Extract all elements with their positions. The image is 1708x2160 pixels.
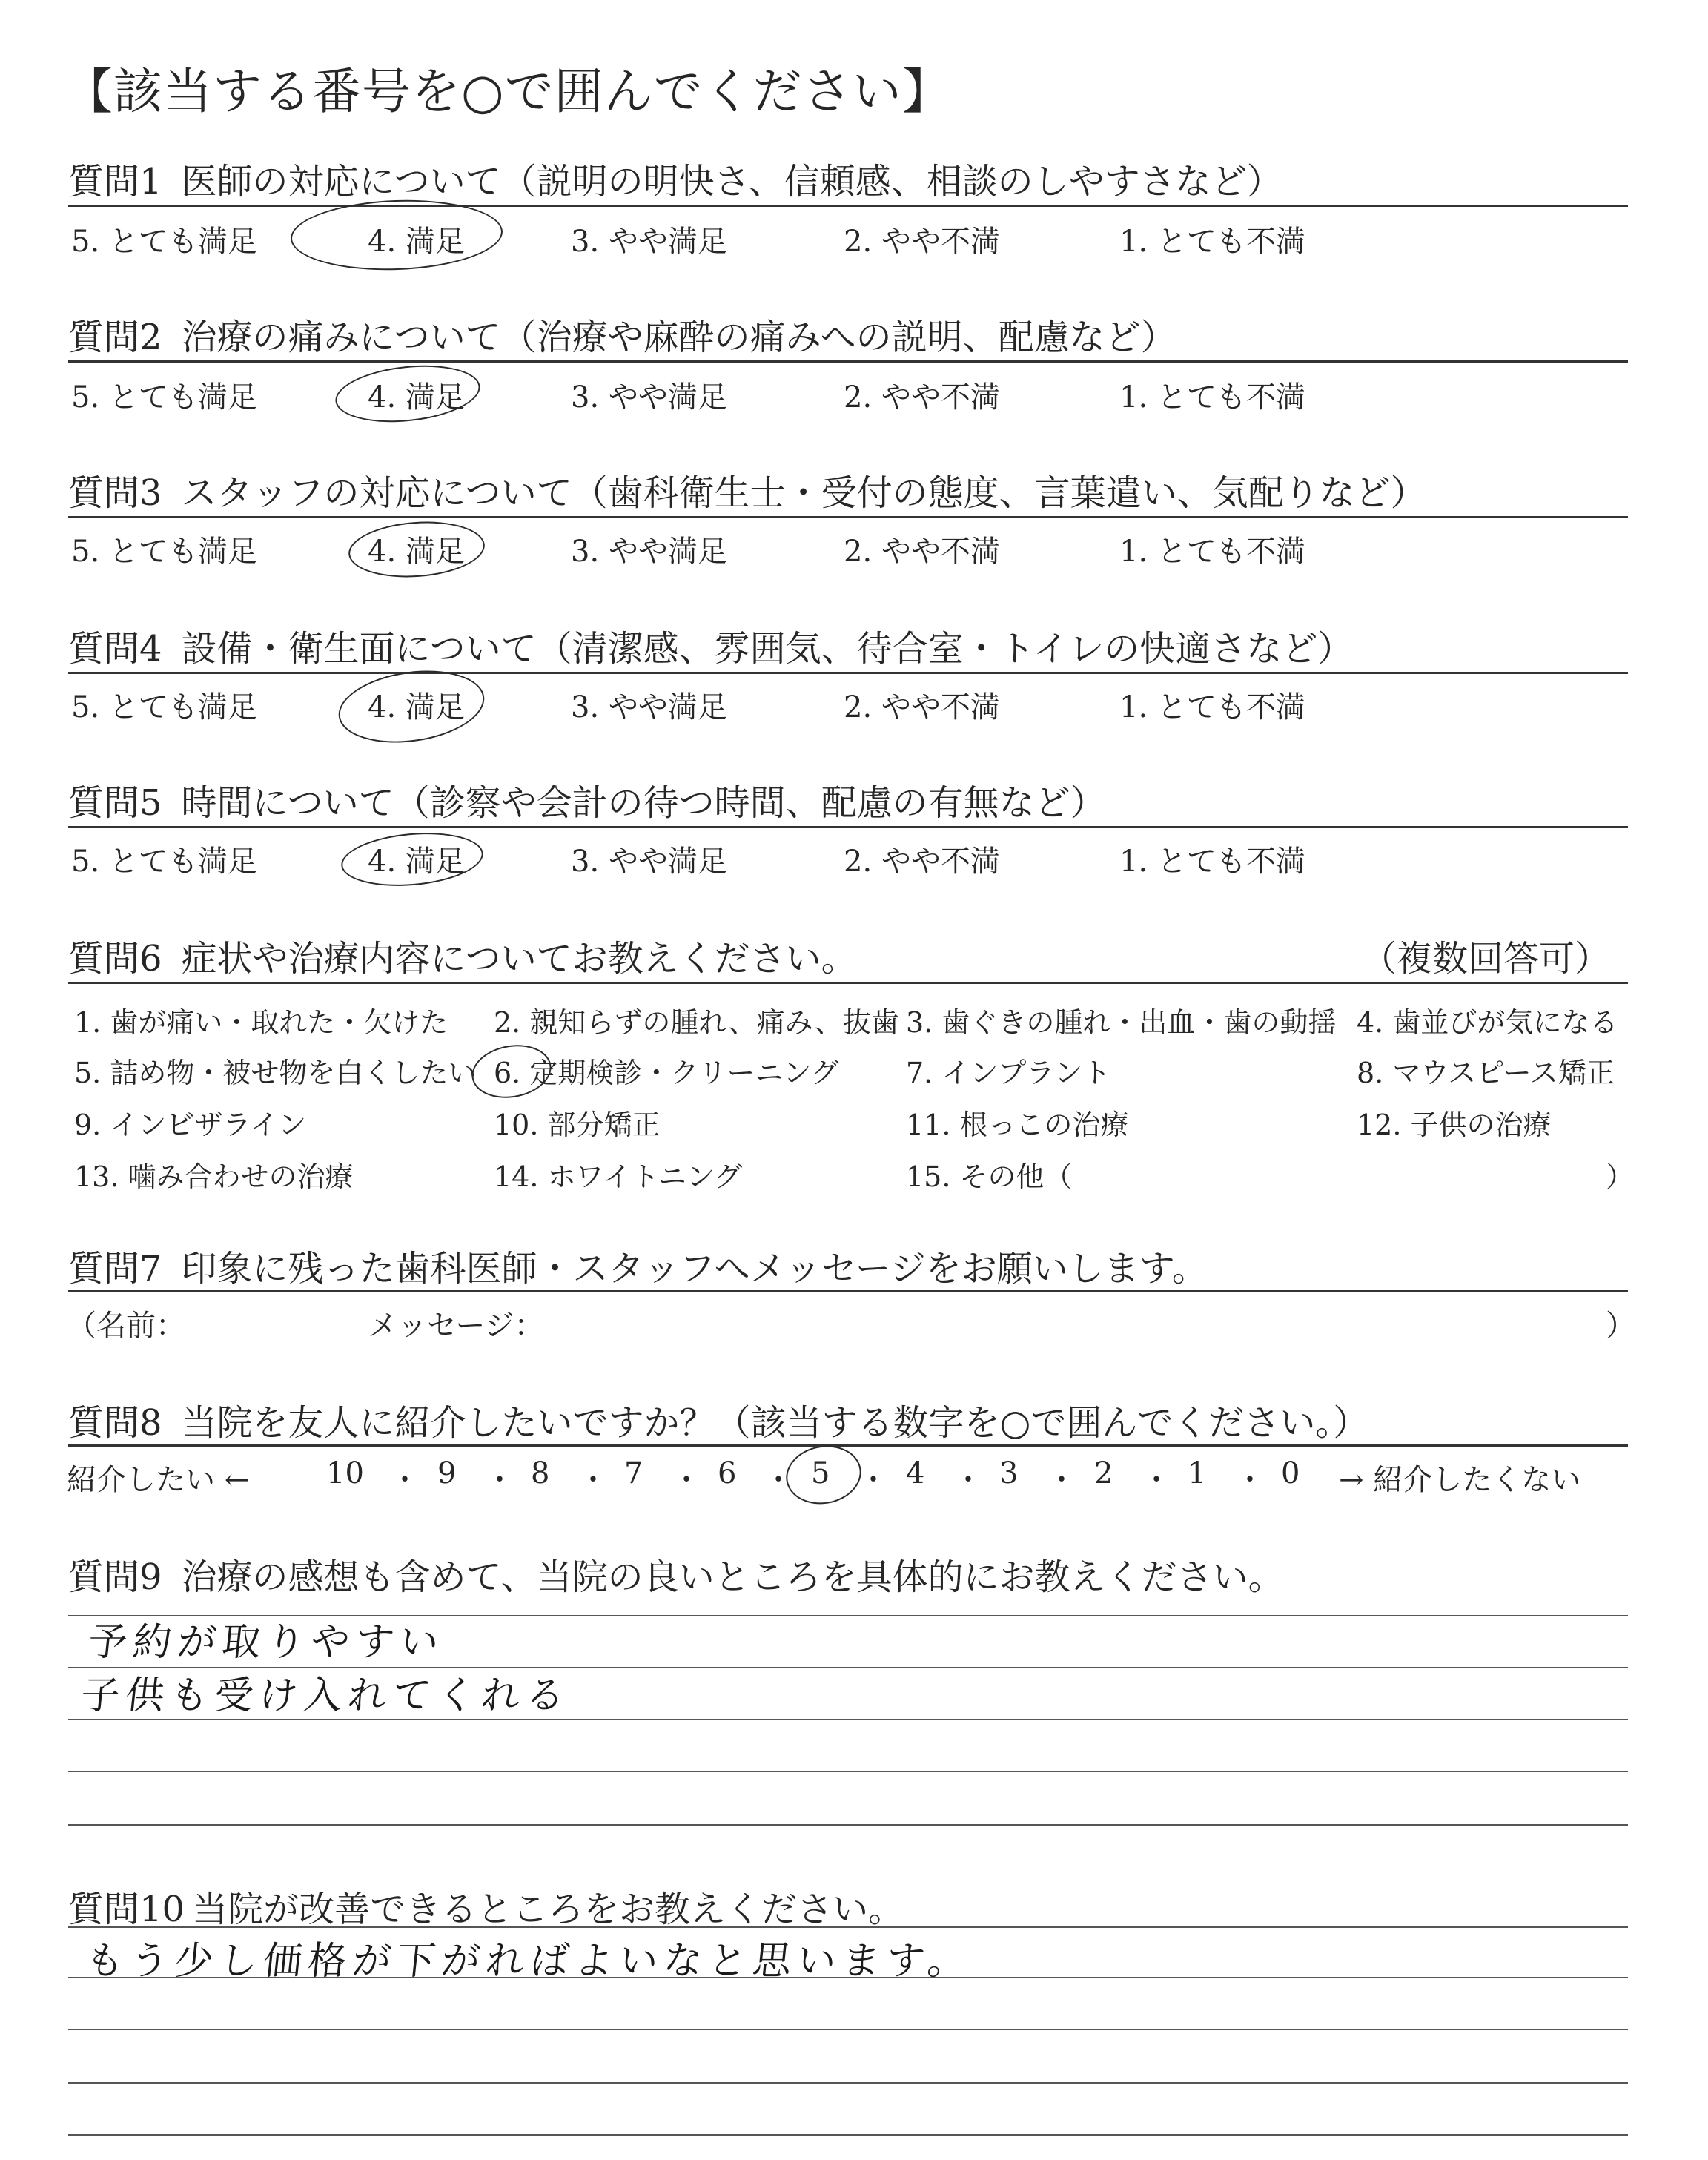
question-text: 治療の痛みについて（治療や麻酔の痛みへの説明、配慮など） <box>181 317 1176 358</box>
question-number: 質問5 <box>68 782 162 824</box>
divider <box>68 826 1628 828</box>
question-text: 印象に残った歯科医師・スタッフへメッセージをお願いします。 <box>181 1248 1208 1289</box>
question-number: 質問10 <box>68 1889 185 1930</box>
name-field-label[interactable]: （名前： <box>67 1309 185 1343</box>
question-number: 質問6 <box>68 938 162 980</box>
divider <box>68 1444 1628 1447</box>
question-2-title <box>68 308 1176 360</box>
option-very-satisfied[interactable]: 5. とても満足 <box>71 380 257 415</box>
q6-option-14[interactable]: 14. ホワイトニング <box>494 1160 743 1193</box>
scale-7[interactable]: 7 <box>624 1456 643 1490</box>
multiple-answer-note: （複数回答可） <box>1361 938 1611 980</box>
divider <box>68 516 1628 518</box>
question-10-title <box>68 1880 904 1932</box>
scale-0[interactable]: 0 <box>1281 1456 1300 1490</box>
recommend-left-label: 紹介したい ← <box>67 1463 250 1497</box>
option-somewhat-satisfied[interactable]: 3. やや満足 <box>571 845 727 879</box>
handwritten-circle-mark <box>334 662 489 752</box>
question-text: 症状や治療内容についてお教えください。 <box>181 938 857 980</box>
scale-sep: ・ <box>953 1463 983 1497</box>
question-7-title <box>68 1240 1208 1291</box>
option-somewhat-dissatisfied[interactable]: 2. やや不満 <box>844 380 1000 415</box>
option-very-dissatisfied[interactable]: 1. とても不満 <box>1119 690 1305 724</box>
answer-line <box>68 2029 1628 2030</box>
divider <box>68 1290 1628 1292</box>
q6-option-12[interactable]: 12. 子供の治療 <box>1357 1109 1552 1141</box>
scale-4[interactable]: 4 <box>906 1456 925 1490</box>
handwritten-circle-mark <box>347 518 487 582</box>
option-very-dissatisfied[interactable]: 1. とても不満 <box>1119 225 1305 259</box>
question-text: スタッフの対応について（歯科衛生士・受付の態度、言葉遣い、気配りなど） <box>181 472 1426 514</box>
scale-10[interactable]: 10 <box>326 1456 364 1490</box>
question-text: 治療の感想も含めて、当院の良いところを具体的にお教えください。 <box>181 1556 1284 1598</box>
option-very-dissatisfied[interactable]: 1. とても不満 <box>1119 535 1305 569</box>
question-number: 質問2 <box>68 317 162 358</box>
handwritten-circle-mark <box>333 359 483 429</box>
q6-close-paren: ） <box>1606 1160 1635 1193</box>
q6-option-9[interactable]: 9. インビザライン <box>74 1109 307 1141</box>
scale-3[interactable]: 3 <box>999 1456 1019 1490</box>
question-number: 質問3 <box>68 472 162 514</box>
answer-line <box>68 1771 1628 1772</box>
q6-option-7[interactable]: 7. インプラント <box>906 1057 1111 1089</box>
option-somewhat-satisfied[interactable]: 3. やや満足 <box>571 535 727 569</box>
scale-sep: ・ <box>858 1463 888 1497</box>
q6-option-5[interactable]: 5. 詰め物・被せ物を白くしたい <box>74 1057 477 1089</box>
handwritten-answer-line-1: 予約が取りやすい <box>86 1620 447 1665</box>
option-very-dissatisfied[interactable]: 1. とても不満 <box>1119 380 1305 415</box>
option-somewhat-satisfied[interactable]: 3. やや満足 <box>571 225 727 259</box>
q6-option-4[interactable]: 4. 歯並びが気になる <box>1357 1006 1618 1039</box>
question-text: 医師の対応について（説明の明快さ、信頼感、相談のしやすさなど） <box>181 161 1282 202</box>
q6-option-2[interactable]: 2. 親知らずの腫れ、痛み、抜歯 <box>494 1006 899 1039</box>
scale-sep: ・ <box>1142 1463 1171 1497</box>
scale-sep: ・ <box>1047 1463 1076 1497</box>
option-satisfied[interactable]: 4. 満足 <box>368 225 465 259</box>
answer-line <box>68 1926 1628 1928</box>
question-number: 質問4 <box>68 628 162 670</box>
message-field-label[interactable]: メッセージ： <box>368 1309 544 1343</box>
handwritten-answer-line-1: もう少し価格が下がればよいなと思います。 <box>83 1939 975 1984</box>
scale-2[interactable]: 2 <box>1094 1456 1113 1490</box>
scale-sep: ・ <box>764 1463 793 1497</box>
option-somewhat-dissatisfied[interactable]: 2. やや不満 <box>844 690 1000 724</box>
option-somewhat-dissatisfied[interactable]: 2. やや不満 <box>844 845 1000 879</box>
question-3-title <box>68 464 1426 515</box>
answer-line <box>68 1824 1628 1826</box>
option-very-satisfied[interactable]: 5. とても満足 <box>71 225 257 259</box>
q6-option-15[interactable]: 15. その他（ <box>906 1160 1073 1193</box>
q6-option-3[interactable]: 3. 歯ぐきの腫れ・出血・歯の動揺 <box>906 1006 1337 1039</box>
divider <box>68 982 1628 984</box>
question-1-title <box>68 153 1282 204</box>
divider <box>68 672 1628 674</box>
option-satisfied[interactable]: 4. 満足 <box>368 535 465 569</box>
question-text: 当院を友人に紹介したいですか？（該当する数字を○で囲んでください。） <box>181 1402 1369 1444</box>
option-very-satisfied[interactable]: 5. とても満足 <box>71 845 257 879</box>
q6-option-6[interactable]: 6. 定期検診・クリーニング <box>494 1057 839 1089</box>
answer-line <box>68 2082 1628 2084</box>
scale-1[interactable]: 1 <box>1188 1456 1207 1490</box>
handwritten-circle-mark <box>468 1039 556 1104</box>
scale-5[interactable]: 5 <box>811 1456 830 1490</box>
question-4-title <box>68 620 1353 671</box>
option-satisfied[interactable]: 4. 満足 <box>368 845 465 879</box>
option-very-dissatisfied[interactable]: 1. とても不満 <box>1119 845 1305 879</box>
handwritten-circle-mark <box>339 828 485 891</box>
question-8-title <box>68 1394 1368 1445</box>
handwritten-circle-mark <box>289 196 503 274</box>
option-somewhat-satisfied[interactable]: 3. やや満足 <box>571 690 727 724</box>
option-very-satisfied[interactable]: 5. とても満足 <box>71 535 257 569</box>
scale-sep: ・ <box>390 1463 420 1497</box>
question-number: 質問9 <box>68 1556 162 1598</box>
scale-sep: ・ <box>578 1463 608 1497</box>
divider <box>68 205 1628 207</box>
scale-sep: ・ <box>1235 1463 1265 1497</box>
question-text: 時間について（診察や会計の待つ時間、配慮の有無など） <box>181 782 1106 824</box>
option-satisfied[interactable]: 4. 満足 <box>368 380 465 415</box>
q6-option-8[interactable]: 8. マウスピース矯正 <box>1357 1057 1615 1089</box>
handwritten-circle-mark <box>781 1440 866 1510</box>
form-instruction-header: 【該当する番号を○で囲んでください】 <box>64 63 952 120</box>
scale-8[interactable]: 8 <box>531 1456 550 1490</box>
handwritten-answer-line-2: 子供も受け入れてくれる <box>79 1674 573 1718</box>
scale-sep: ・ <box>485 1463 514 1497</box>
answer-line <box>68 2134 1628 2136</box>
recommend-right-label: → 紹介したくない <box>1339 1463 1581 1497</box>
option-satisfied[interactable]: 4. 満足 <box>368 690 465 724</box>
question-text: 当院が改善できるところをお教えください。 <box>192 1889 904 1930</box>
q6-option-1[interactable]: 1. 歯が痛い・取れた・欠けた <box>74 1006 448 1039</box>
option-somewhat-satisfied[interactable]: 3. やや満足 <box>571 380 727 415</box>
scale-6[interactable]: 6 <box>718 1456 737 1490</box>
option-somewhat-dissatisfied[interactable]: 2. やや不満 <box>844 225 1000 259</box>
question-number: 質問7 <box>68 1248 162 1289</box>
scale-9[interactable]: 9 <box>437 1456 457 1490</box>
question-text: 設備・衛生面について（清潔感、雰囲気、待合室・トイレの快適さなど） <box>181 628 1354 670</box>
divider <box>68 360 1628 363</box>
scale-sep: ・ <box>672 1463 701 1497</box>
question-6-title <box>68 930 857 981</box>
question-number: 質問1 <box>68 161 162 202</box>
option-very-satisfied[interactable]: 5. とても満足 <box>71 690 257 724</box>
option-somewhat-dissatisfied[interactable]: 2. やや不満 <box>844 535 1000 569</box>
q6-option-11[interactable]: 11. 根っこの治療 <box>906 1109 1129 1141</box>
q6-option-13[interactable]: 13. 噛み合わせの治療 <box>74 1160 354 1193</box>
question-9-title <box>68 1548 1284 1599</box>
q6-option-10[interactable]: 10. 部分矯正 <box>494 1109 661 1141</box>
q7-close-paren: ） <box>1606 1309 1635 1343</box>
question-5-title <box>68 774 1106 825</box>
question-number: 質問8 <box>68 1402 162 1444</box>
